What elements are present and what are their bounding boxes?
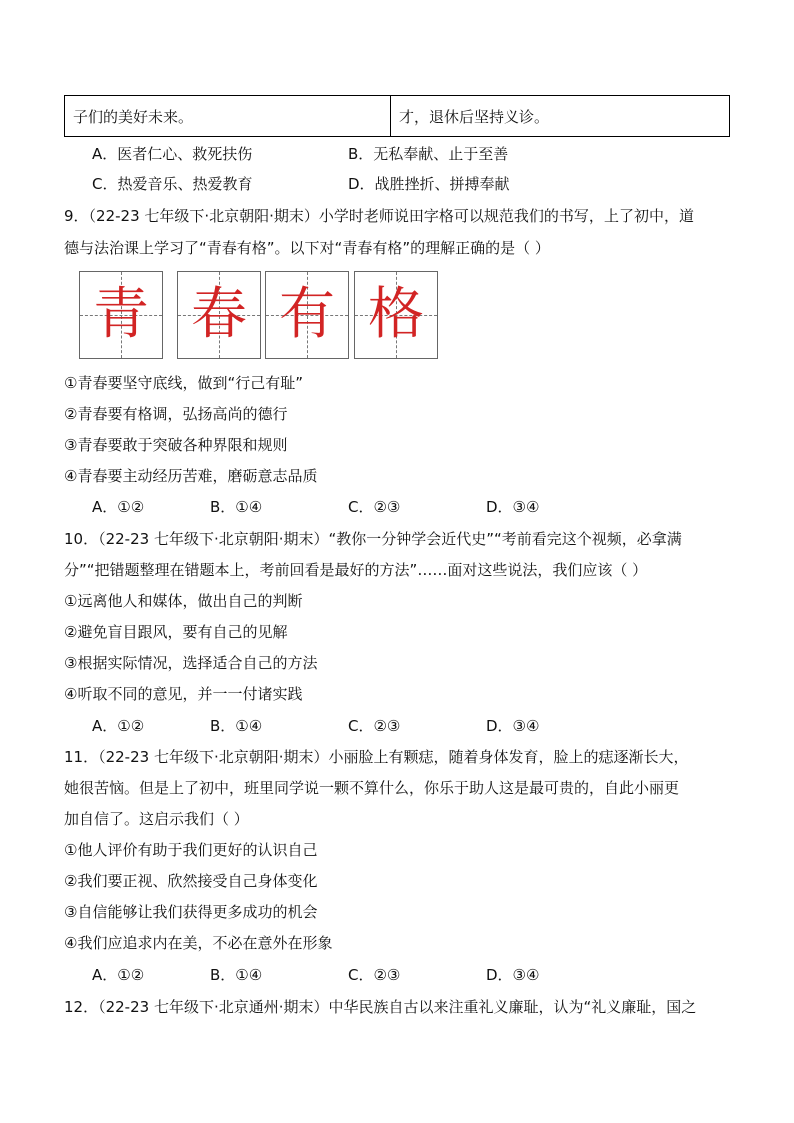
q11-option-d: D．③④ <box>486 966 540 984</box>
q11-statement-3: ③自信能够让我们获得更多成功的机会 <box>64 903 318 921</box>
q10-statement-1: ①远离他人和媒体，做出自己的判断 <box>64 592 303 610</box>
q11-statement-4: ④我们应追求内在美，不必在意外在形象 <box>64 934 333 952</box>
q9-stem-line1: 9．（22-23 七年级下·北京朝阳·期末）小学时老师说田字格可以规范我们的书写，上了初中，道 <box>64 207 694 225</box>
q9-statement-2: ②青春要有格调，弘扬高尚的德行 <box>64 405 288 423</box>
q10-statement-3: ③根据实际情况，选择适合自己的方法 <box>64 654 318 672</box>
q10-option-d: D．③④ <box>486 717 540 735</box>
q9-statement-4: ④青春要主动经历苦难，磨砺意志品质 <box>64 467 318 485</box>
q9-option-b: B．①④ <box>210 498 263 516</box>
tianzige-tile <box>177 271 261 359</box>
tianzige-tile <box>79 271 163 359</box>
q10-option-a: A．①② <box>92 717 145 735</box>
q9-option-a: A．①② <box>92 498 145 516</box>
q10-option-b: B．①④ <box>210 717 263 735</box>
tile-character: 青 <box>93 282 149 347</box>
q11-statement-2: ②我们要正视、欣然接受自己身体变化 <box>64 872 318 890</box>
q11-option-c: C．②③ <box>348 966 401 984</box>
q8-option-b: B．无私奉献、止于至善 <box>348 145 509 163</box>
q9-stem-line2: 德与法治课上学习了“青春有格”。以下对“青春有格”的理解正确的是（ ） <box>64 239 550 257</box>
q11-option-b: B．①④ <box>210 966 263 984</box>
q9-option-d: D．③④ <box>486 498 540 516</box>
q11-stem-line3: 加自信了。这启示我们（ ） <box>64 810 249 828</box>
q11-stem-line2: 她很苦恼。但是上了初中，班里同学说一颗不算什么，你乐于助人这是最可贵的，自此小丽更 <box>64 779 680 797</box>
tile-character: 春 <box>191 282 247 347</box>
q10-statement-4: ④听取不同的意见，并一一付诸实践 <box>64 685 303 703</box>
q12-stem-line1: 12．（22-23 七年级下·北京通州·期末）中华民族自古以来注重礼义廉耻，认为“礼义廉耻，国之 <box>64 998 697 1016</box>
q11-statement-1: ①他人评价有助于我们更好的认识自己 <box>64 841 318 859</box>
q10-option-c: C．②③ <box>348 717 401 735</box>
q8-option-c: C．热爱音乐、热爱教育 <box>92 175 253 193</box>
q9-statement-3: ③青春要敢于突破各种界限和规则 <box>64 436 288 454</box>
tile-character: 格 <box>368 282 424 347</box>
q10-stem-line1: 10．（22-23 七年级下·北京朝阳·期末）“教你一分钟学会近代史”“考前看完这个视频，必拿满 <box>64 530 682 548</box>
q8-option-d: D．战胜挫折、拼搏奉献 <box>348 175 510 193</box>
q9-statement-1: ①青春要坚守底线，做到“行己有耻” <box>64 374 303 392</box>
q11-option-a: A．①② <box>92 966 145 984</box>
q9-option-c: C．②③ <box>348 498 401 516</box>
q11-stem-line1: 11．（22-23 七年级下·北京朝阳·期末）小丽脸上有颗痣，随着身体发育，脸上的痣逐渐长大， <box>64 748 689 766</box>
q10-stem-line2: 分”“把错题整理在错题本上，考前回看是最好的方法”……面对这些说法，我们应该（ ） <box>64 561 648 579</box>
q8-option-a: A．医者仁心、救死扶伤 <box>92 145 253 163</box>
tianzige-tile <box>265 271 349 359</box>
tianzige-tile <box>354 271 438 359</box>
comparison-table <box>64 95 730 137</box>
table-cell-left: 子们的美好未来。 <box>65 96 391 137</box>
table-cell-right: 才，退休后坚持义诊。 <box>391 96 730 137</box>
tile-character: 有 <box>279 282 335 347</box>
q10-statement-2: ②避免盲目跟风，要有自己的见解 <box>64 623 288 641</box>
table-row <box>65 96 730 137</box>
